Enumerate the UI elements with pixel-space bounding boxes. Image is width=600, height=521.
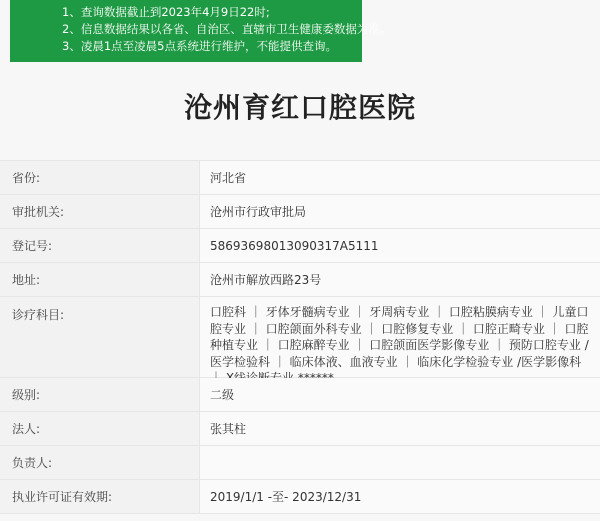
notice-line-2: 2、信息数据结果以各省、自治区、直辖市卫生健康委数据为准。	[62, 22, 392, 36]
row-value: 沧州市解放西路23号	[200, 263, 600, 296]
table-row-legal-person	[0, 412, 600, 446]
row-label: 负责人:	[0, 446, 200, 479]
row-label: 法人:	[0, 412, 200, 445]
row-value: 张其柱	[200, 412, 600, 445]
table-row-license-validity	[0, 480, 600, 514]
table-row-departments	[0, 297, 600, 378]
row-value: 河北省	[200, 161, 600, 194]
row-label: 审批机关:	[0, 195, 200, 228]
row-value: 口腔科 ｜ 牙体牙髓病专业 ｜ 牙周病专业 ｜ 口腔粘膜病专业 ｜ 儿童口腔专业 ｜ 口腔颌面外科专业 ｜ 口腔修复专业 ｜ 口腔正畸专业 ｜ 口腔种植专业 ｜ 口腔麻醉专业 ｜ 口腔颌面医学影像专业 ｜ 预防口腔专业 /医学检验科 ｜ 临床体液、血液专业 ｜ 临床化学检验专业 /医学影像科	[200, 297, 600, 377]
row-value	[200, 446, 600, 479]
table-row-registration	[0, 229, 600, 263]
row-value: 58693698013090317A5111	[200, 229, 600, 262]
row-value: 沧州市行政审批局	[200, 195, 600, 228]
table-row-level	[0, 378, 600, 412]
row-label: 登记号:	[0, 229, 200, 262]
notice-line-3: 3、凌晨1点至凌晨5点系统进行维护，不能提供查询。	[62, 39, 337, 53]
row-value: 2019/1/1 -至- 2023/12/31	[200, 480, 600, 513]
row-label: 地址:	[0, 263, 200, 296]
row-label: 诊疗科目:	[0, 297, 200, 377]
row-label: 省份:	[0, 161, 200, 194]
notice-line-1: 1、查询数据截止到2023年4月9日22时;	[62, 5, 270, 19]
notice-banner	[10, 0, 392, 62]
table-row-responsible	[0, 446, 600, 480]
row-label: 执业许可证有效期:	[0, 480, 200, 513]
row-label: 级别:	[0, 378, 200, 411]
table-row-address	[0, 263, 600, 297]
table-row-authority	[0, 195, 600, 229]
page-title: 沧州育红口腔医院	[183, 91, 416, 124]
info-table	[0, 160, 600, 514]
row-value: 二级	[200, 378, 600, 411]
table-row-province	[0, 161, 600, 195]
